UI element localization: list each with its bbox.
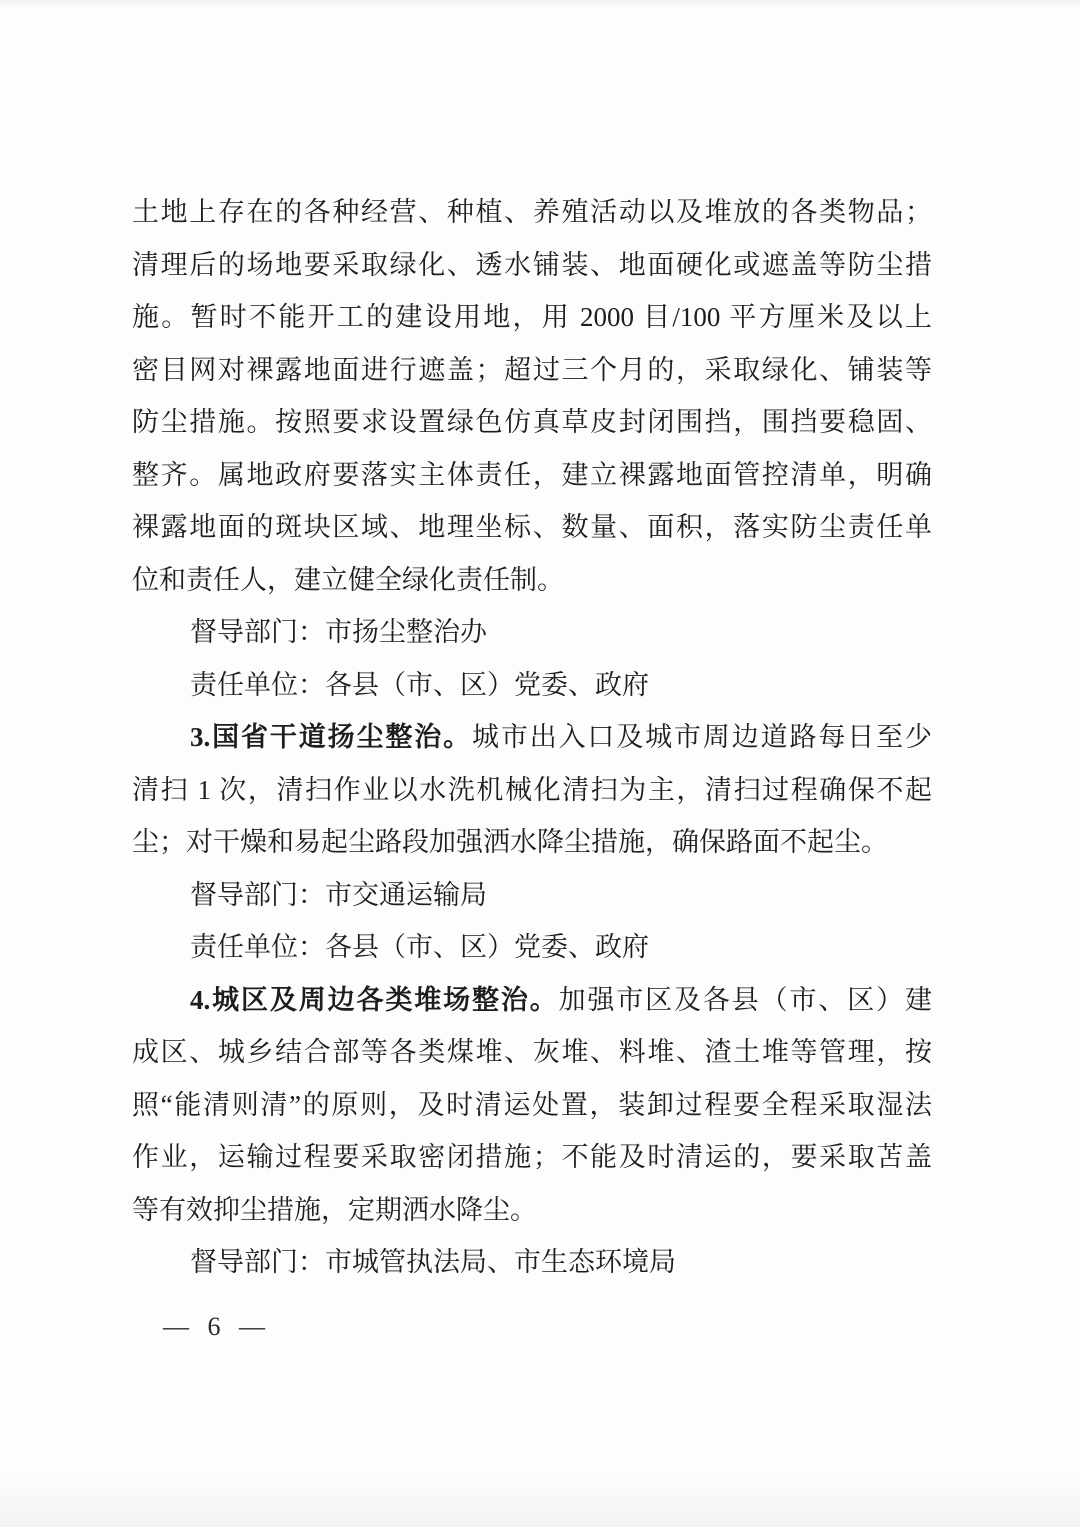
text-line: [132, 344, 932, 397]
text-segment: 等有效抑尘措施，定期洒水降尘。: [132, 1194, 537, 1225]
text-segment: 作业，运输过程要采取密闭措施；不能及时清运的，要采取苫盖: [132, 1142, 932, 1172]
text-line: [132, 554, 932, 607]
text-segment: 裸露地面的斑块区域、地理坐标、数量、面积，落实防尘责任单: [132, 512, 932, 542]
scan-edge-top: [0, 0, 1080, 8]
text-segment: 位和责任人，建立健全绿化责任制。: [132, 564, 564, 595]
text-line: [132, 659, 932, 712]
text-segment: 清理后的场地要采取绿化、透水铺装、地面硬化或遮盖等防尘措: [132, 249, 932, 280]
text-line: [132, 869, 932, 922]
text-line: [132, 186, 932, 239]
text-line: [132, 1184, 932, 1237]
text-line: [132, 921, 932, 974]
text-line: [132, 501, 932, 554]
text-segment: 责任单位：各县（市、区）党委、政府: [190, 932, 649, 962]
text-segment-bold: 3.国省干道扬尘整治。: [190, 722, 472, 752]
text-segment: 密目网对裸露地面进行遮盖；超过三个月的，采取绿化、铺装等: [132, 354, 932, 385]
text-segment: 防尘措施。按照要求设置绿色仿真草皮封闭围挡，围挡要稳固、: [132, 407, 932, 437]
text-line: [132, 1131, 932, 1184]
text-line: [132, 711, 932, 764]
text-segment: 督导部门：市交通运输局: [190, 879, 487, 910]
text-line: [132, 1236, 932, 1289]
text-segment: 成区、城乡结合部等各类煤堆、灰堆、料堆、渣土堆等管理，按: [132, 1037, 932, 1067]
text-segment: 尘；对干燥和易起尘路段加强洒水降尘措施，确保路面不起尘。: [132, 827, 888, 857]
page-number: — 6 —: [163, 1312, 271, 1341]
text-line: [132, 1026, 932, 1079]
text-line: [132, 449, 932, 502]
text-line: [132, 396, 932, 449]
text-line: [132, 606, 932, 659]
text-line: [132, 1079, 932, 1132]
text-segment: 施。暂时不能开工的建设用地，用 2000 目/100 平方厘米及以上: [132, 302, 932, 332]
document-body: [132, 186, 932, 1289]
text-segment-bold: 4.城区及周边各类堆场整治。: [190, 984, 559, 1015]
scan-edge-bottom: [0, 1472, 1080, 1527]
text-segment: 城市出入口及城市周边道路每日至少: [471, 722, 932, 752]
text-segment: 照“能清则清”的原则，及时清运处置，装卸过程要全程采取湿法: [132, 1089, 932, 1120]
text-line: [132, 239, 932, 292]
text-segment: 责任单位：各县（市、区）党委、政府: [190, 669, 649, 700]
text-segment: 加强市区及各县（市、区）建: [558, 984, 932, 1015]
text-segment: 清扫 1 次，清扫作业以水洗机械化清扫为主，清扫过程确保不起: [132, 774, 932, 805]
text-segment: 土地上存在的各种经营、种植、养殖活动以及堆放的各类物品；: [132, 197, 932, 227]
text-line: [132, 974, 932, 1027]
text-segment: 整齐。属地政府要落实主体责任，建立裸露地面管控清单，明确: [132, 459, 932, 490]
text-segment: 督导部门：市城管执法局、市生态环境局: [190, 1247, 676, 1277]
text-segment: 督导部门：市扬尘整治办: [190, 617, 487, 647]
text-line: [132, 291, 932, 344]
text-line: [132, 816, 932, 869]
text-line: [132, 764, 932, 817]
